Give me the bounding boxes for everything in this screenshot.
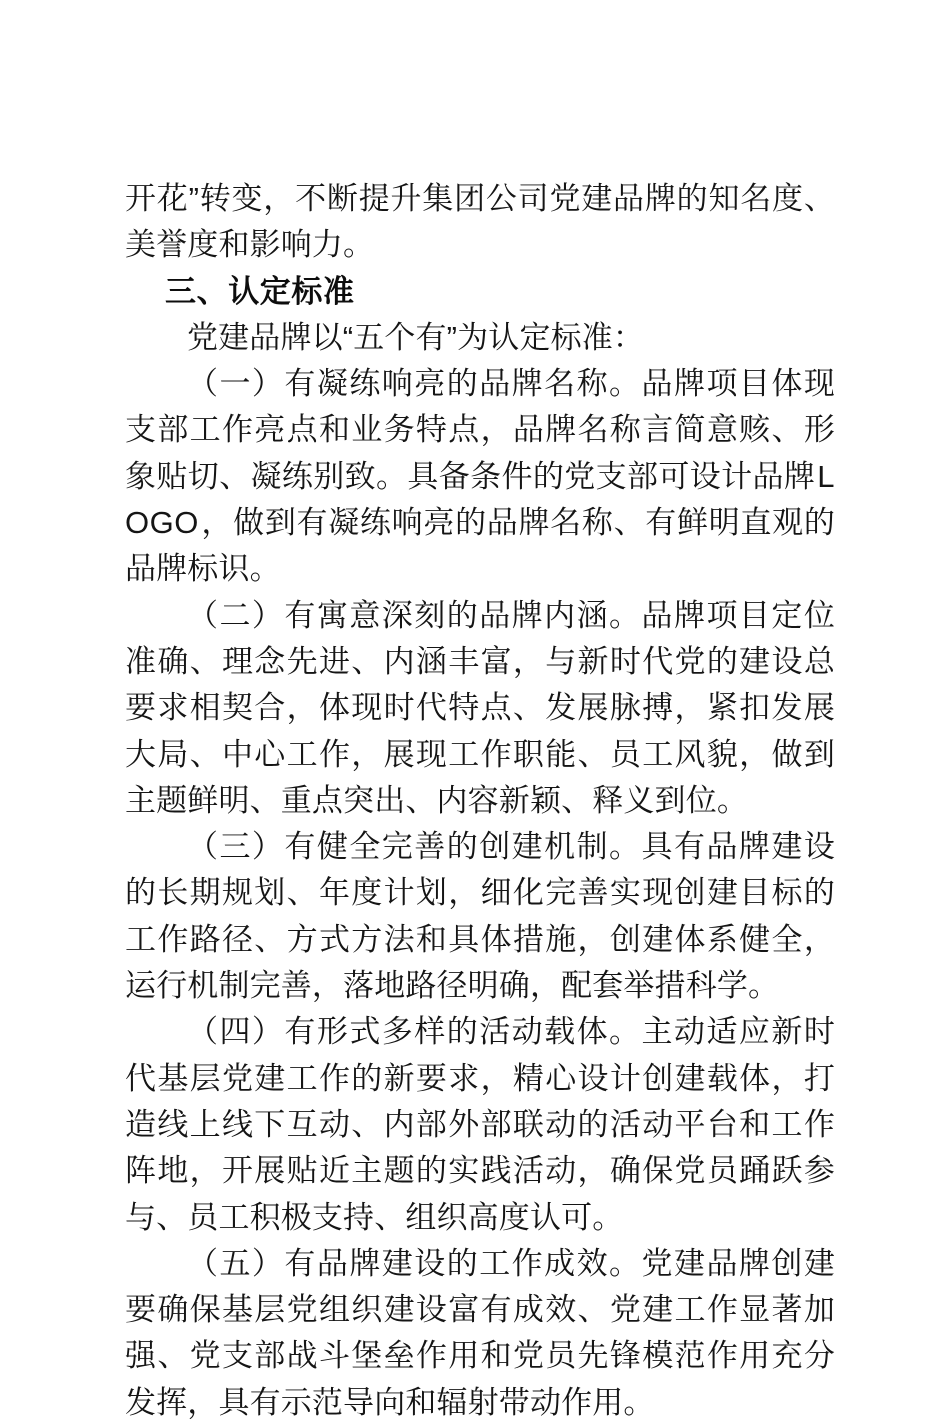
criterion-1-text-after-logo: ，做到有凝练响亮的品牌名称、有鲜明直观的品牌标识。: [125, 505, 835, 587]
section-heading-recognition-standards: [125, 269, 835, 315]
paragraph-criterion-2: （二）有寓意深刻的品牌内涵。品牌项目定位准确、理念先进、内涵丰富，与新时代党的建设总要求相契合，体现时代特点、发展脉搏，紧扣发展大局、中心工作，展现工作职能、员工风貌，做到主题鲜明、重点突出、内容新颖、释义到位。: [125, 597, 835, 818]
section-heading-text: 三、认定标准: [165, 273, 355, 309]
criterion-1-text-before-logo: （一）有凝练响亮的品牌名称。品牌项目体现支部工作亮点和业务特点，品牌名称言简意赅、形象贴切、凝练别致。具备条件的党支部可设计品牌: [125, 366, 835, 494]
criterion-1-logo-term: LOGO: [125, 458, 835, 541]
paragraph-criteria-intro: 党建品牌以“五个有”为认定标准：: [187, 319, 645, 355]
document-body: [125, 176, 835, 1426]
paragraph-carryover: 开花”转变，不断提升集团公司党建品牌的知名度、美誉度和影响力。: [125, 181, 835, 263]
paragraph-criterion-4: （四）有形式多样的活动载体。主动适应新时代基层党建工作的新要求，精心设计创建载体，打造线上线下互动、内部外部联动的活动平台和工作阵地，开展贴近主题的实践活动，确保党员踊跃参与、员工积极支持、组织高度认可。: [125, 1014, 835, 1235]
paragraph-criterion-1: [125, 361, 835, 592]
paragraph-criterion-5: （五）有品牌建设的工作成效。党建品牌创建要确保基层党组织建设富有成效、党建工作显著加强、党支部战斗堡垒作用和党员先锋模范作用充分发挥，具有示范导向和辐射带动作用。: [125, 1245, 835, 1420]
paragraph-criterion-3: （三）有健全完善的创建机制。具有品牌建设的长期规划、年度计划，细化完善实现创建目标的工作路径、方式方法和具体措施，创建体系健全，运行机制完善，落地路径明确，配套举措科学。: [125, 829, 835, 1004]
